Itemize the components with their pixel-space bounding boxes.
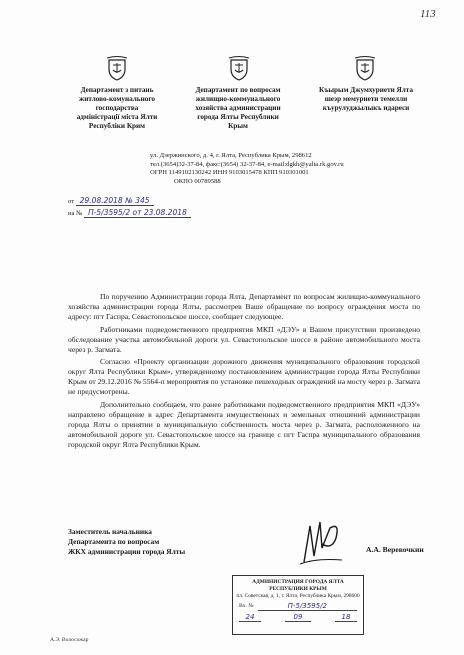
signatory-position	[68, 527, 185, 556]
body-paragraph: Дополнительно сообщаем, что ранее работниками подведомственного предприятия МКП «ДЭУ» направлено обращение в адрес Департамента имущественных и земельных отношений администрации города Ялты о принятии в муниципальную собственность моста через р. Загмата, расположенного на автомобильной дороге ул. Севастопольское шоссе на границе с пгт Гаспра муниципального образования городской округ Ялта Республики Крым.	[68, 400, 420, 449]
position-line: Департамента по вопросам	[68, 536, 160, 546]
stamp-line: АДМИНИСТРАЦИЯ ГОРОДА ЯЛТА	[252, 579, 344, 585]
stamp-line: РЕСПУБЛИКИ КРЫМ	[269, 586, 327, 592]
contact-line: тел.(3654)32-37-84, факс:(3654) 32-37-84, e-mail:dgkh@yalta.rk.gov.ru	[150, 160, 344, 168]
header-russian	[188, 86, 288, 131]
header-line: города Ялты Республики	[197, 113, 279, 121]
ref-to-value: П-5/3595/2 от 23.08.2018	[84, 208, 191, 218]
ref-from-value: 29.08.2018 № 345	[76, 196, 154, 206]
contact-line: ул. Дзержинского, д. 4, г. Ялта, Республика Крым, 298612	[150, 152, 312, 159]
stamp-date-day: 24	[239, 614, 261, 622]
body-paragraph: Работниками подведомственного предприятия МКП «ДЭУ» в Вашем присутствии произведено обследование участка автомобильной дороги ул. Севастопольское шоссе в районе автомобильного моста через р. Загмата.	[68, 324, 420, 354]
header-line: Департамент по вопросам	[195, 86, 281, 94]
ref-to-prefix: на №	[68, 210, 83, 217]
coat-of-arms-icon	[104, 56, 130, 82]
outgoing-reference	[68, 196, 154, 205]
incoming-reference	[68, 208, 191, 217]
body-paragraph: По поручению Администрации города Ялта, Департамент по вопросам жилищно-коммунального хозяйства администрации города Ялты, рассмотрев Ваше обращение по вопросу ограждения моста по адресу: пгт Гаспра, Севастопольское шоссе, сообщает следующее.	[68, 292, 420, 321]
coat-of-arms-icon	[352, 56, 378, 82]
position-line: ЖКХ администрации города Ялты	[68, 546, 186, 556]
stamp-line: пл. Советская, д. 1, г. Ялта, Республика Крым, 298600	[236, 593, 360, 599]
body-paragraph: Согласно «Проекту организации дорожного движения муниципального образования городской округ Ялта Республики Крым», утвержденному постановлением администрации города Ялты Республики Крым от 29.12.2016 № 5564-п мероприятия по установке пешеходных ограждений на мосту через р. Загмата не предусмотрены.	[68, 357, 420, 397]
header-line: житлово-комунального	[78, 95, 155, 103]
contact-line: ОГРН 1149102130242 ИНН 9103015478 КПП 910301001	[150, 169, 309, 177]
contact-block	[150, 152, 344, 186]
header-line: адміністрації міста Ялти	[76, 113, 158, 121]
signatory-name: А.А. Веревочкин	[366, 545, 424, 554]
header-line: Республіки Крим	[88, 122, 146, 130]
stamp-reg-label: Вх. №	[239, 603, 254, 609]
contact-line: ОКПО 00789588	[174, 177, 221, 185]
handwritten-signature	[296, 518, 346, 568]
stamp-date-year: 18	[335, 614, 357, 622]
header-line: шеэр мемуриети темелли	[324, 95, 408, 103]
header-ukrainian	[68, 86, 166, 131]
registration-stamp	[232, 575, 364, 635]
header-line: Департамент з питань	[80, 86, 154, 94]
page-number: 113	[420, 8, 436, 20]
header-line: Къырым Джумхуриети Ялта	[318, 86, 413, 94]
header-line: хозяйства администрации	[195, 104, 281, 112]
ref-from-prefix: от	[68, 198, 75, 205]
executor-name: А.Э. Волосожар	[50, 637, 89, 643]
header-line: къурулуджылыкъ идареси	[322, 104, 410, 112]
header-crimean-tatar	[310, 86, 422, 113]
position-line: Заместитель начальника	[68, 527, 152, 536]
coat-of-arms-icon	[226, 56, 252, 82]
header-line: Крым	[228, 122, 248, 130]
letter-body	[68, 292, 420, 453]
stamp-date-month: 09	[285, 614, 311, 622]
stamp-reg-value: П-5/3595/2	[258, 603, 357, 611]
header-line: господарства	[95, 104, 139, 112]
header-line: жилищно-коммунального	[195, 95, 281, 103]
